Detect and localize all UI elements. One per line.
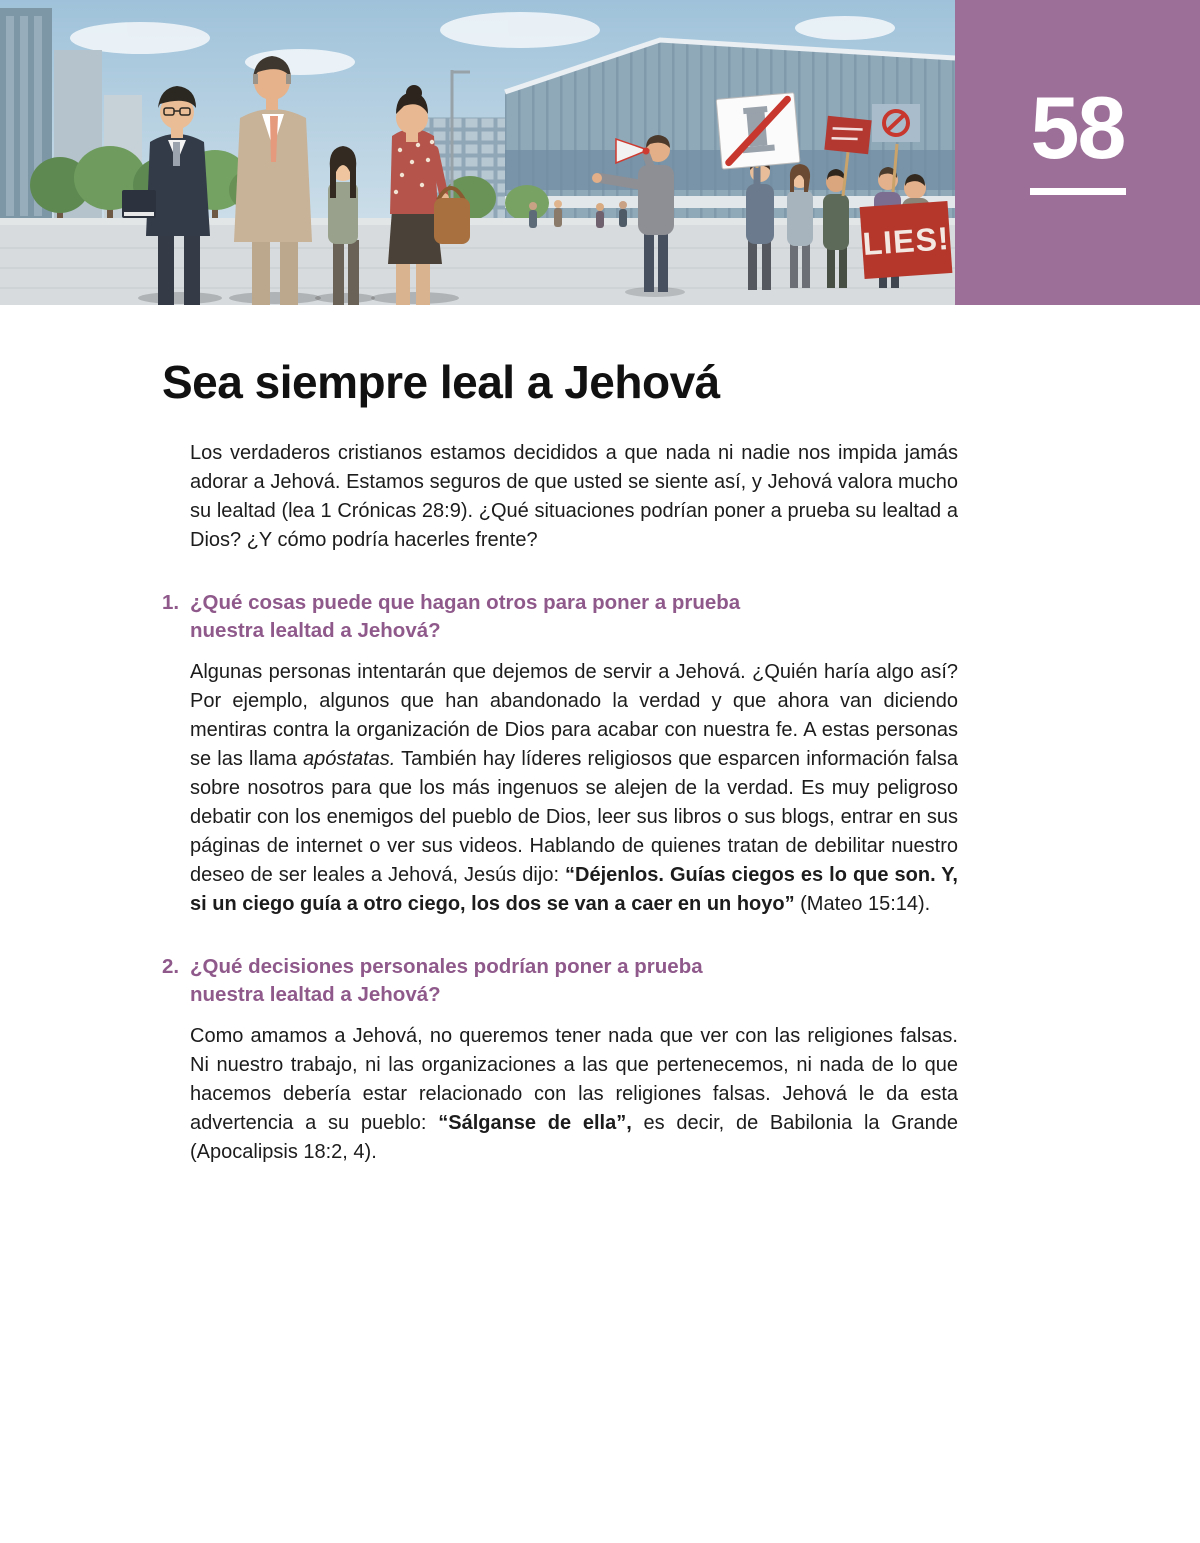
text-segment: También hay líderes religiosos que esparcen información falsa sobre nosotros para que los más ingenuos se alejen de la verdad. Es muy peligroso debatir con los enemigos del pueblo de Dios, leer sus libros o sus blogs, entrar en sus páginas de internet o ver sus videos. Hablando de quienes tratan de debilitar nuestro deseo de ser leales a Jehová, Jesús dijo:	[190, 748, 958, 886]
lesson-number: 58	[1030, 78, 1125, 177]
section-1-question	[162, 589, 747, 645]
intro-paragraph: Los verdaderos cristianos estamos decididos a que nada ni nadie nos impida jamás adorar a Jehová. Estamos seguros de que usted se siente así, y Jehová valora mucho su lealtad (lea 1 Crónicas 28:9). ¿Qué situaciones podrían poner a prueba su lealtad a Dios? ¿Y cómo podría hacerles frente?	[190, 442, 958, 551]
crossed-out-symbol-sign	[716, 93, 800, 170]
book-icon	[122, 190, 156, 218]
section-1-paragraph	[162, 658, 958, 919]
text-segment: Algunas personas intentarán que dejemos de servir a Jehová. ¿Quién haría algo así? Por ejemplo, algunos que han abandonado la verdad y que ahora van diciendo mentiras contra la organización de Dios para acabar con nuestra fe. A estas personas se las llama	[190, 661, 958, 770]
section-2-number: 2.	[162, 955, 180, 978]
no-symbol-sign	[872, 104, 920, 142]
lesson-underline	[1030, 188, 1126, 195]
section-1-question-text: ¿Qué cosas puede que hagan otros para poner a prueba nuestra lealtad a Jehová?	[190, 591, 741, 642]
scripture-quote: “Sálganse de ella”,	[438, 1112, 632, 1134]
text-segment: (Mateo 15:14).	[794, 893, 931, 915]
section-1-number: 1.	[162, 591, 180, 614]
lies-sign-text: LIES!	[861, 220, 951, 262]
article-content	[162, 305, 958, 1167]
header-photo	[0, 0, 955, 305]
text-segment-italic: apóstatas.	[303, 748, 396, 770]
lesson-number-badge	[955, 0, 1200, 305]
scripture-quote: “Déjenlos. Guías ciegos es lo que son. Y, si un ciego guía a otro ciego, los dos se van a caer en un hoyo”	[190, 864, 958, 915]
small-red-sign	[824, 116, 871, 154]
text-segment: es decir, de Babilonia la Grande (Apocalipsis 18:2, 4).	[190, 1112, 958, 1163]
text-segment: Como amamos a Jehová, no queremos tener nada que ver con las religiones falsas. Ni nuestro trabajo, ni las organizaciones a las que pertenecemos, ni nada de lo que hacemos debería estar relacionado con las religiones falsas. Jehová le da esta advertencia a su pueblo:	[190, 1025, 958, 1134]
section-2-question-text: ¿Qué decisiones personales podrían poner a prueba nuestra lealtad a Jehová?	[190, 955, 703, 1006]
header-photo-illustration	[0, 0, 955, 305]
section-2-question	[162, 953, 747, 1009]
page-title: Sea siempre leal a Jehová	[162, 356, 720, 408]
lies-sign	[860, 201, 953, 279]
section-2-paragraph	[162, 1022, 958, 1167]
